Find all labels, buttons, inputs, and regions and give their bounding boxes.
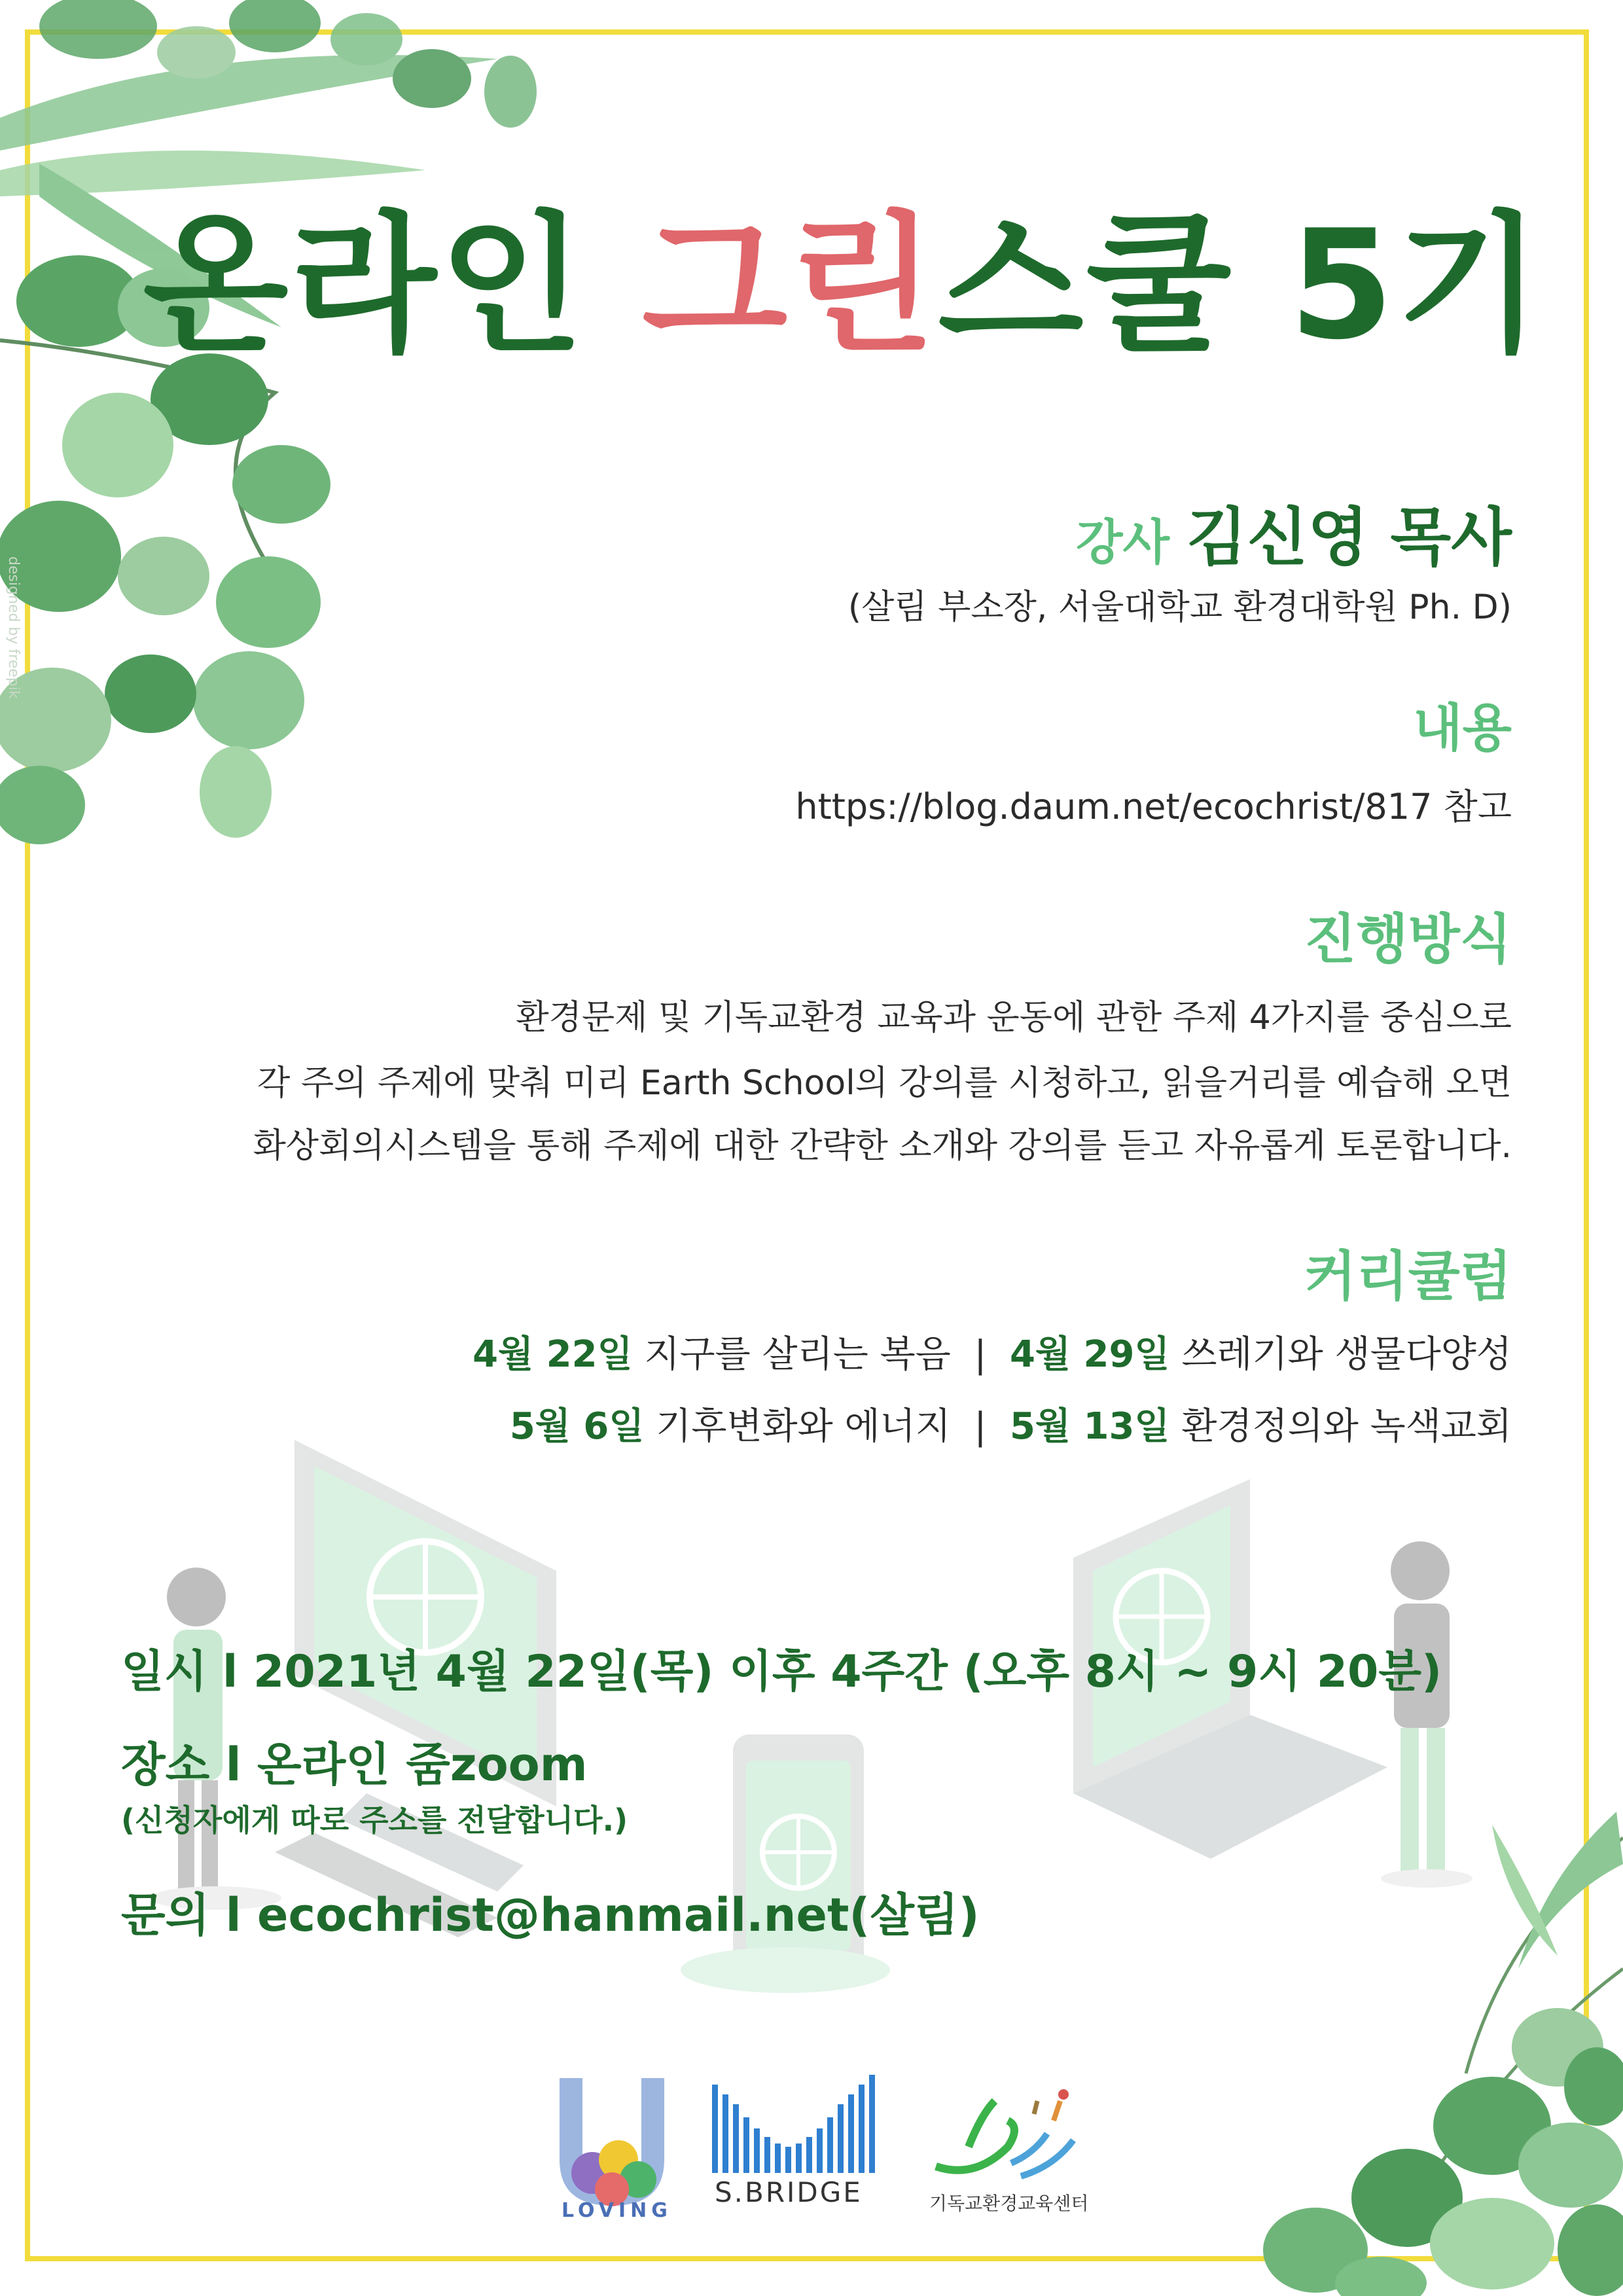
curriculum-date: 4월 22일: [473, 1333, 633, 1376]
curriculum-separator: |: [974, 1405, 987, 1448]
method-line-1: 환경문제 및 기독교환경 교육과 운동에 관한 주제 4가지를 중심으로: [516, 998, 1512, 1037]
method-heading: 진행방식: [1304, 908, 1512, 971]
curriculum-date: 5월 13일: [1009, 1405, 1170, 1448]
center-logo-text: 기독교환경교육센터: [929, 2193, 1089, 2214]
image-credit: designed by freepik: [5, 556, 22, 699]
title-part-3: 스쿨 5기: [938, 198, 1544, 373]
title-part-2: 그린: [641, 198, 938, 373]
curriculum-date: 5월 6일: [509, 1405, 645, 1448]
sbridge-logo-text: S.BRIDGE: [715, 2176, 863, 2208]
title-part-1: 온라인: [143, 198, 642, 373]
method-line-2: 각 주의 주제에 맞춰 미리 Earth School의 강의를 시청하고, 읽을거리를 예습해 오면: [257, 1064, 1512, 1103]
lecturer-label: 강사: [1076, 514, 1186, 571]
place-note: (신청자에게 따로 주소를 전달합니다.): [121, 1803, 628, 1838]
lecturer-name: 김신영 목사: [1186, 501, 1512, 574]
curriculum-date: 4월 29일: [1009, 1333, 1170, 1376]
schedule-text: 일시 l 2021년 4월 22일(목) 이후 4주간 (오후 8시 ~ 9시 20분): [121, 1646, 1442, 1698]
place-text: 장소 l 온라인 줌zoom: [121, 1738, 588, 1791]
curriculum-topic: 지구를 살리는 복음: [632, 1333, 951, 1376]
lecturer-affiliation: (살림 부소장, 서울대학교 환경대학원 Ph. D): [847, 588, 1512, 627]
contact-text[interactable]: 문의 l ecochrist@hanmail.net(살림): [121, 1888, 980, 1942]
curriculum-separator: |: [974, 1333, 987, 1376]
method-line-3: 화상회의시스템을 통해 주제에 대한 간략한 소개와 강의를 듣고 자유롭게 토론합니다.: [253, 1126, 1512, 1166]
curriculum-topic: 환경정의와 녹색교회: [1169, 1405, 1512, 1448]
content-link[interactable]: https://blog.daum.net/ecochrist/817 참고: [795, 786, 1512, 827]
content-heading: 내용: [1413, 699, 1512, 758]
curriculum-heading: 커리큘럼: [1304, 1246, 1512, 1308]
curriculum-topic: 기후변화와 에너지: [644, 1405, 951, 1448]
loving-logo-text: LOVING: [562, 2199, 672, 2222]
curriculum-topic: 쓰레기와 생물다양성: [1169, 1333, 1512, 1376]
